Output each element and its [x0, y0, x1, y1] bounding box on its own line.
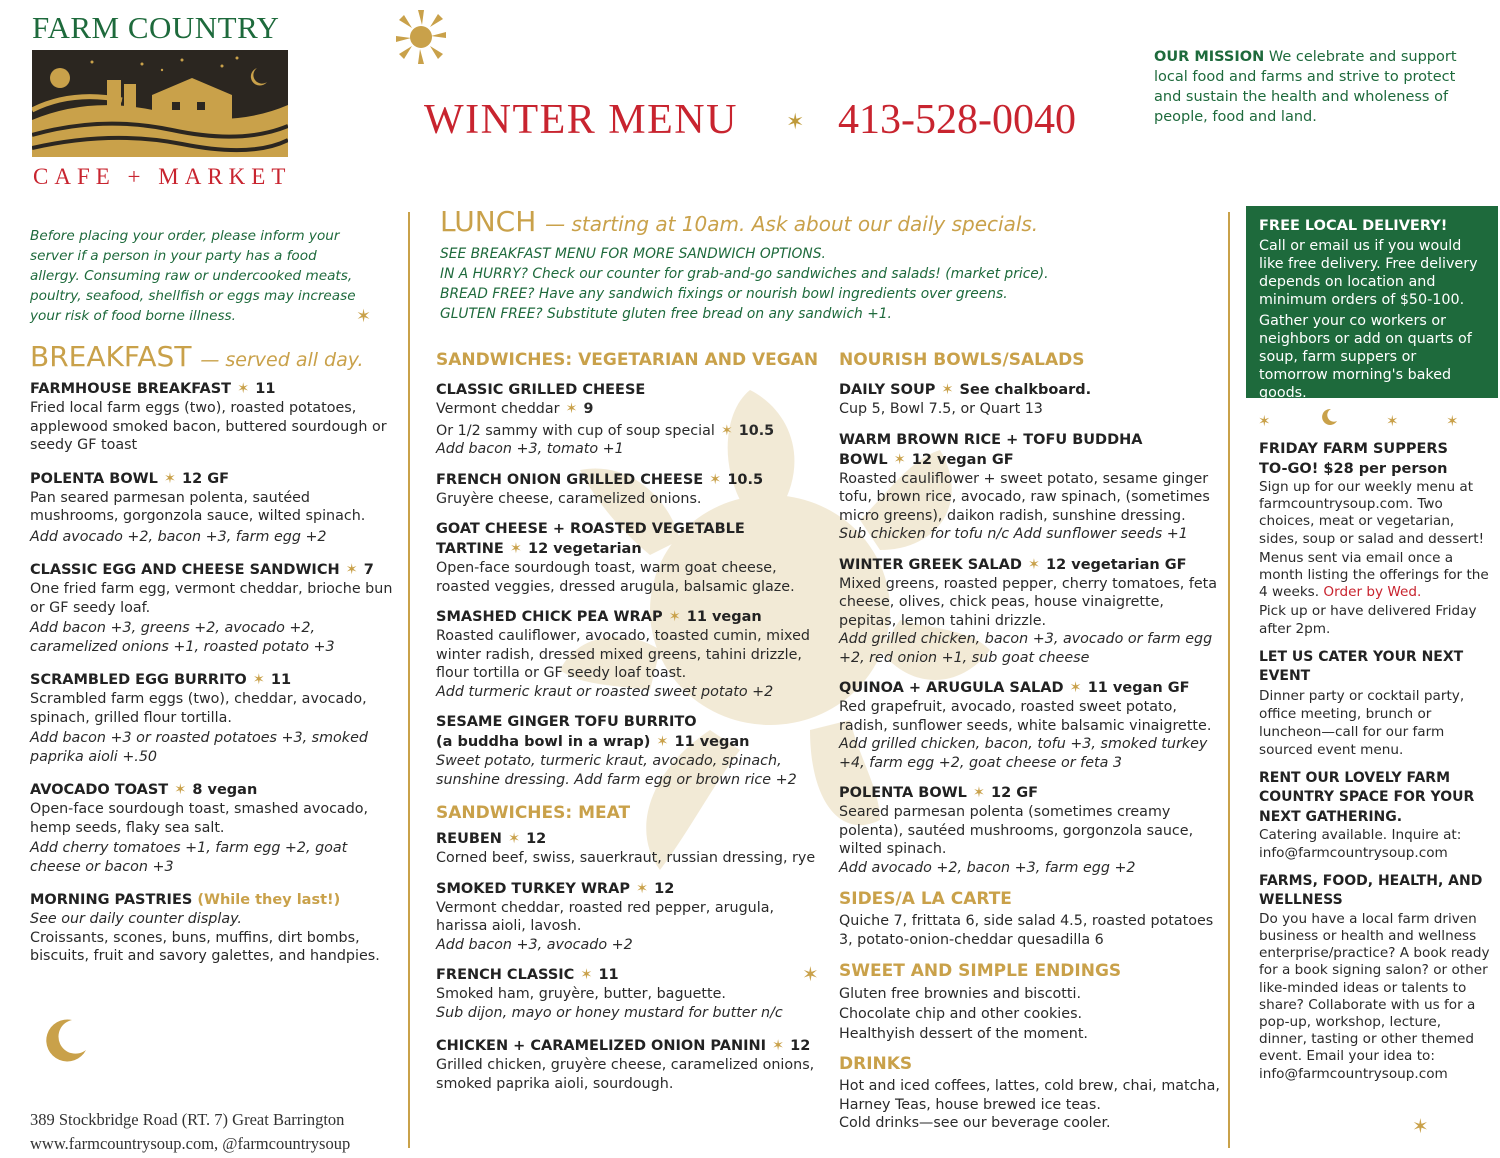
star-icon: ✶ [786, 110, 805, 135]
menu-item: FARMHOUSE BREAKFAST ✶ 11 Fried local farm eggs (two), roasted potatoes, applewood smoked bacon, buttered sourdough or seedy GF toast [30, 381, 387, 453]
endings-title: SWEET AND SIMPLE ENDINGS [839, 961, 1122, 981]
bowls-column [839, 350, 1224, 1133]
column-divider [1228, 212, 1230, 1148]
mission-statement [1154, 47, 1484, 127]
bowls-title: NOURISH BOWLS/SALADS [839, 350, 1085, 370]
menu-item: CHICKEN + CARAMELIZED ONION PANINI ✶ 12 Grilled chicken, gruyère cheese, caramelized onions, smoked paprika aioli, sourdough. [436, 1038, 815, 1092]
breakfast-section [30, 340, 400, 966]
star-icon: ✶ [1386, 412, 1399, 430]
rent-title: RENT OUR LOVELY FARM COUNTRY SPACE FOR YOUR NEXT GATHERING. [1259, 769, 1475, 825]
star-icon: ✶ [802, 962, 819, 986]
menu-item: AVOCADO TOAST ✶ 8 vegan Open-face sourdough toast, smashed avocado, hemp seeds, flaky sea salt. Add cherry tomatoes +1, farm egg +2, goat cheese or bacon +3 [30, 782, 369, 875]
menu-item: FRENCH ONION GRILLED CHEESE ✶ 10.5 Gruyère cheese, caramelized onions. [436, 471, 764, 507]
column-divider [408, 212, 410, 1148]
menu-item: MORNING PASTRIES (While they last!) See our daily counter display. Croissants, scones, buns, muffins, dirt bombs, biscuits, fruit and savory galettes, and handpies. [30, 892, 380, 964]
menu-item: SCRAMBLED EGG BURRITO ✶ 11 Scrambled farm eggs (two), cheddar, avocado, spinach, grilled flour tortilla. Add bacon +3 or roasted potatoes +3, smoked paprika aioli +.50 [30, 672, 368, 765]
menu-item: SMASHED CHICK PEA WRAP ✶ 11 vegan Roasted cauliflower, avocado, toasted cumin, mixed winter radish, dressed mixed greens, tahini drizzle, flour tortilla or GF seedy loaf toast. Add turmeric kraut or roasted sweet potato +2 [436, 609, 810, 700]
drinks-list: Hot and iced coffees, lattes, cold brew, chai, matcha, Harney Teas, house brewed ice teas. Cold drinks—see our beverage cooler. [839, 1078, 1220, 1131]
menu-item: CLASSIC EGG AND CHEESE SANDWICH ✶ 7 One fried farm egg, vermont cheddar, brioche bun or GF seedy loaf. Add bacon +3, greens +2, avocado +2, caramelized onions +1, roasted potato +3 [30, 562, 393, 655]
menu-item: POLENTA BOWL ✶ 12 GF Pan seared parmesan polenta, sautéed mushrooms, gorgonzola sauce, wilted spinach. Add avocado +2, bacon +3, farm egg +2 [30, 470, 366, 545]
menu-item: QUINOA + ARUGULA SALAD ✶ 11 vegan GF Red grapefruit, avocado, roasted sweet potato, radish, sunflower seeds, white balsamic vinaigrette. Add grilled chicken, bacon, tofu +3, smoked turkey +4, farm egg +2, goat cheese or feta 3 [839, 680, 1212, 771]
lunch-section [440, 205, 1220, 324]
farms-title: FARMS, FOOD, HEALTH, AND WELLNESS [1259, 872, 1483, 909]
menu-title: WINTER MENU [424, 97, 738, 143]
allergy-notice: Before placing your order, please inform your server if a person in your party has a food allergy. Consuming raw or undercooked meats, poultry, seafood, shellfish or eggs may increase your risk of food borne illness. [30, 228, 356, 324]
star-icon: ✶ [1258, 412, 1271, 430]
breakfast-title: BREAKFAST — served all day. [30, 340, 364, 373]
sides-text: Quiche 7, frittata 6, side salad 4.5, roasted potatoes 3, potato-onion-cheddar quesadilla 6 [839, 913, 1214, 948]
mission-text: We celebrate and support local food and farms and strive to protect and sustain the health and wholeness of people, food and land. [1154, 49, 1457, 125]
sides-title: SIDES/A LA CARTE [839, 889, 1012, 909]
mission-label: OUR MISSION [1154, 49, 1265, 65]
menu-item: SESAME GINGER TOFU BURRITO (a buddha bowl in a wrap) ✶ 11 vegan Sweet potato, turmeric kraut, avocado, spinach, sunshine dressing. Add farm egg or brown rice +2 [436, 714, 797, 788]
delivery-text-2: Gather your co workers or neighbors or add on quarts of soup, farm suppers or tomorrow morning's baked goods. [1259, 313, 1472, 401]
endings-list: Gluten free brownies and biscotti. Chocolate chip and other cookies. Healthyish dessert of the moment. [839, 986, 1088, 1042]
star-icon: ✶ [1446, 412, 1459, 430]
menu-item: GOAT CHEESE + ROASTED VEGETABLE TARTINE ✶ 12 vegetarian Open-face sourdough toast, warm goat cheese, roasted veggies, dressed arugula, balsamic glaze. [436, 521, 795, 595]
drinks-title: DRINKS [839, 1054, 913, 1074]
delivery-text: Call or email us if you would like free delivery. Free delivery depends on location and minimum orders of $50-100. [1259, 238, 1478, 308]
lunch-notes: SEE BREAKFAST MENU FOR MORE SANDWICH OPTIONS. IN A HURRY? Check our counter for grab-and-go sandwiches and salads! (market price). BREAD FREE? Have any sandwich fixings or nourish bowl ingredients over greens. GLUTEN FREE? Substitute gluten free bread on any sandwich +1. [440, 246, 1049, 322]
sandwiches-column [436, 350, 821, 1093]
phone-number[interactable]: 413-528-0040 [838, 97, 1076, 143]
menu-item: FRENCH CLASSIC ✶ 11 Smoked ham, gruyère, butter, baguette. Sub dijon, mayo or honey mustard for butter n/c [436, 967, 783, 1021]
menu-item: CLASSIC GRILLED CHEESE Vermont cheddar ✶ 9 Or 1/2 sammy with cup of soup special ✶ 10.5 Add bacon +3, tomato +1 [436, 382, 775, 457]
moon-icon [42, 1016, 90, 1064]
star-icon: ✶ [356, 306, 372, 327]
menu-item: POLENTA BOWL ✶ 12 GF Seared parmesan polenta (sometimes creamy polenta), sautéed mushrooms, gorgonzola sauce, wilted spinach. Add avocado +2, bacon +3, farm egg +2 [839, 785, 1194, 876]
delivery-title: FREE LOCAL DELIVERY! [1259, 218, 1448, 234]
farm-logo-image [32, 50, 288, 157]
star-icon: ✶ [1412, 1114, 1429, 1138]
menu-item: SMOKED TURKEY WRAP ✶ 12 Vermont cheddar, roasted red pepper, arugula, harissa aioli, lavosh. Add bacon +3, avocado +2 [436, 880, 774, 953]
logo-subtitle: CAFE + MARKET [33, 164, 292, 189]
moon-icon [1320, 408, 1338, 426]
menu-item: WARM BROWN RICE + TOFU BUDDHA BOWL ✶ 12 vegan GF Roasted cauliflower + sweet potato, sesame ginger tofu, brown rice, avocado, raw spinach, (sometimes micro greens), daikon radish, sunshine dressing. Sub chicken for tofu n/c Add sunflower seeds +1 [839, 431, 1210, 542]
cater-title: LET US CATER YOUR NEXT EVENT [1259, 648, 1464, 685]
delivery-box [1246, 206, 1498, 401]
menu-item: REUBEN ✶ 12 Corned beef, swiss, sauerkraut, russian dressing, rye [436, 831, 816, 866]
meat-sandwiches-title: SANDWICHES: MEAT [436, 803, 631, 823]
lunch-title: LUNCH — starting at 10am. Ask about our daily specials. [440, 205, 1039, 238]
veg-sandwiches-title: SANDWICHES: VEGETARIAN AND VEGAN [436, 350, 819, 370]
decorative-stars [1258, 408, 1458, 430]
menu-item: DAILY SOUP ✶ See chalkboard. Cup 5, Bowl 7.5, or Quart 13 [839, 382, 1092, 417]
right-info-column: FRIDAY FARM SUPPERS TO-GO! $28 per person Sign up for our weekly menu at farmcountrysoup.com. Two choices, meat or vegetarian, sides, soup or salad and dessert! Menus sent via email once a month listing the offerings for the 4 weeks. Order by Wed. Pick up or have delivered Friday after 2pm. LET US CATER YOUR NEXT EVENT Dinner party or cocktail party, office meeting, brunch or luncheon—call for our farm sourced event menu. RENT OUR LOVELY FARM COUNTRY SPACE FOR YOUR NEXT GATHERING. Catering available. Inquire at: info@farmcountrysoup.com FARMS, FOOD, HEALTH, AND WELLNESS Do you have a local farm driven business or health and wellness enterprise/practice? A book ready for a book signing salon? or other like-minded ideas or talents to share? Collaborate with us for a pop-up, workshop, lecture, dinner, tasting or other themed event. Email your idea to: info@farmcountrysoup.com [1259, 441, 1490, 1082]
logo-title: FARM COUNTRY [32, 10, 280, 45]
menu-item: WINTER GREEK SALAD ✶ 12 vegetarian GF Mixed greens, roasted pepper, cherry tomatoes, feta cheese, olives, chick peas, house vinaigrette, pepitas, lemon tahini drizzle. Add grilled chicken, bacon +3, avocado or farm egg +2, red onion +1, sub goat cheese [839, 556, 1218, 666]
sun-icon [392, 8, 450, 66]
address: 389 Stockbridge Road (RT. 7) Great Barrington www.farmcountrysoup.com, @farmcountrysoup [30, 1110, 351, 1153]
